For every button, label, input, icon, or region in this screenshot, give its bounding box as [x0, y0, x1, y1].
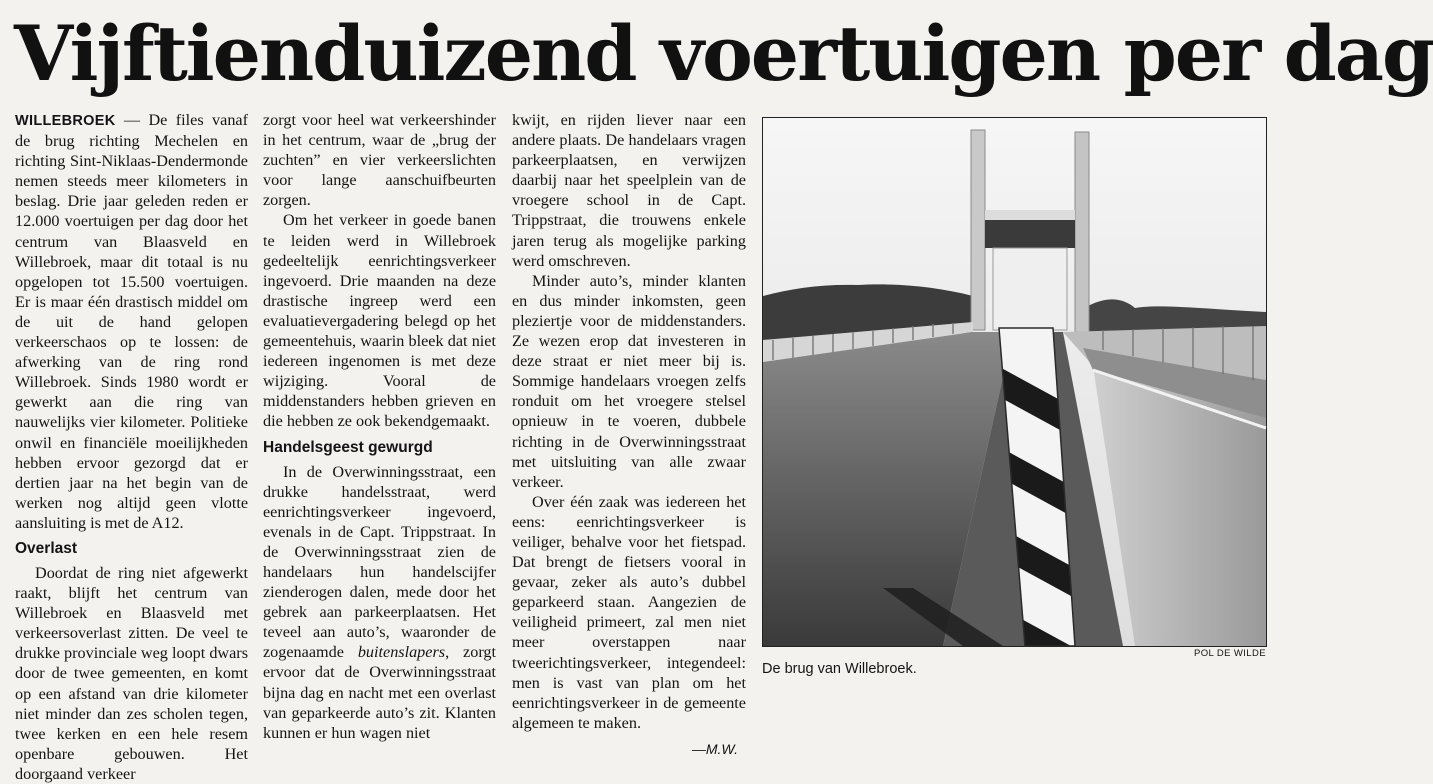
paragraph-text: In de Overwinningsstraat, een drukke handelsstraat, werd eenrichtingsverkeer ingevoerd, evenals in de Capt. Trippstraat. In de Overwinningsstraat zien de handelaars hun handelscijfer zienderogen dalen, mede door het gebrek aan parkeerplaatsen. Het teveel aan auto’s, waaronder de zogenaamde — [263, 462, 496, 662]
bridge-photo-illustration — [763, 118, 1266, 646]
dateline: WILLEBROEK — [15, 113, 116, 129]
article-column-2 — [263, 110, 496, 743]
article-column-3 — [512, 110, 746, 759]
paragraph — [263, 462, 496, 743]
headline: Vijftienduizend voertuigen per dag — [14, 9, 1433, 98]
paragraph: Over één zaak was iedereen het eens: eenrichtingsverkeer is veiliger, behalve voor het fietspad. Dat brengt de fietsers vooral in gevaar, zeker als auto’s dubbel geparkeerd staan. Aangezien de veiligheid primeert, zal men niet meer overstappen naar tweerichtingsverkeer, integendeel: men is vast van plan om het eenrichtingsverkeer in de gemeente algemeen te maken. — [512, 492, 746, 732]
paragraph: kwijt, en rijden liever naar een andere plaats. De handelaars vragen parkeerplaatsen, en verwijzen daarbij naar het speelplein van de vroegere school in de Capt. Trippstraat, die trouwens enkele jaren terug als mogelijke parking werd omschreven. — [512, 111, 746, 270]
paragraph: Minder auto’s, minder klanten en dus minder inkomsten, geen pleziertje voor de middenstanders. Ze wezen erop dat investeren in deze straat er niet meer bij is. Sommige handelaars vroegen zelfs ronduit om het vroegere stelsel opnieuw in te voeren, dubbele richting in de Overwinningsstraat met uitsluiting van alle zwaar verkeer. — [512, 271, 746, 491]
photo-credit: POL DE WILDE — [1193, 648, 1266, 659]
byline: —M.W. — [691, 740, 738, 757]
article-column-1 — [15, 110, 248, 784]
paragraph-text: — De files vanaf de brug richting Mechelen en richting Sint-Niklaas-Dendermonde nemen steeds meer kilometers in beslag. Drie jaar geleden reden er 12.000 voertuigen per dag door het centrum van Blaasveld en Willebroek, maar dit totaal is nu opgelopen tot 15.500 voertuigen. Er is maar één drastisch middel om de uit de hand gelopen verkeerschaos op te lossen: de afwerking van de ring rond Willebroek. Sinds 1980 wordt er gewerkt aan die ring van nauwelijks vier kilometer. Politieke onwil en financiële moeilijkheden hebben ervoor gezorgd dat er dertien jaar na het begin van de werken nog altijd geen vlotte aansluiting is met de A12. — [15, 111, 248, 532]
paragraph: zorgt voor heel wat verkeershinder in het centrum, waar de „brug der zuchten” en vier verkeerslichten voor lange aanschuifbeurten zorgen. — [263, 111, 496, 210]
paragraph-text: , zorgt ervoor dat de Overwinningsstraat bijna dag en nacht met een overlast van geparkeerde auto’s zit. Klanten kunnen er hun wagen niet — [263, 643, 497, 742]
paragraph: Om het verkeer in goede banen te leiden werd in Willebroek gedeeltelijk eenrichtingsverkeer ingevoerd. Drie maanden na deze drastische ingreep werd een evaluatievergadering belegd op het gemeentehuis, waarin bleek dat niet iedereen ingenomen is met deze wijziging. Vooral de middenstanders hebben grieven en die hebben ze ook bekendgemaakt. — [263, 211, 496, 431]
subheading-overlast: Overlast — [15, 539, 78, 557]
paragraph — [15, 110, 248, 533]
paragraph: Doordat de ring niet afgewerkt raakt, blijft het centrum van Willebroek en Blaasveld met verkeersoverlast zitten. De veel te drukke provinciale weg loopt dwars door de twee gemeenten, en komt op een afstand van drie kilometer niet minder dan zes scholen tegen, twee kerken en een hele resem openbare gebouwen. Het doorgaand verkeer — [15, 563, 248, 783]
subheading-handelsgeest: Handelsgeest gewurgd — [263, 438, 433, 456]
photo-caption: De brug van Willebroek. — [762, 661, 917, 677]
italic-term: buitenslapers — [357, 643, 446, 662]
bridge-photo — [762, 117, 1267, 647]
